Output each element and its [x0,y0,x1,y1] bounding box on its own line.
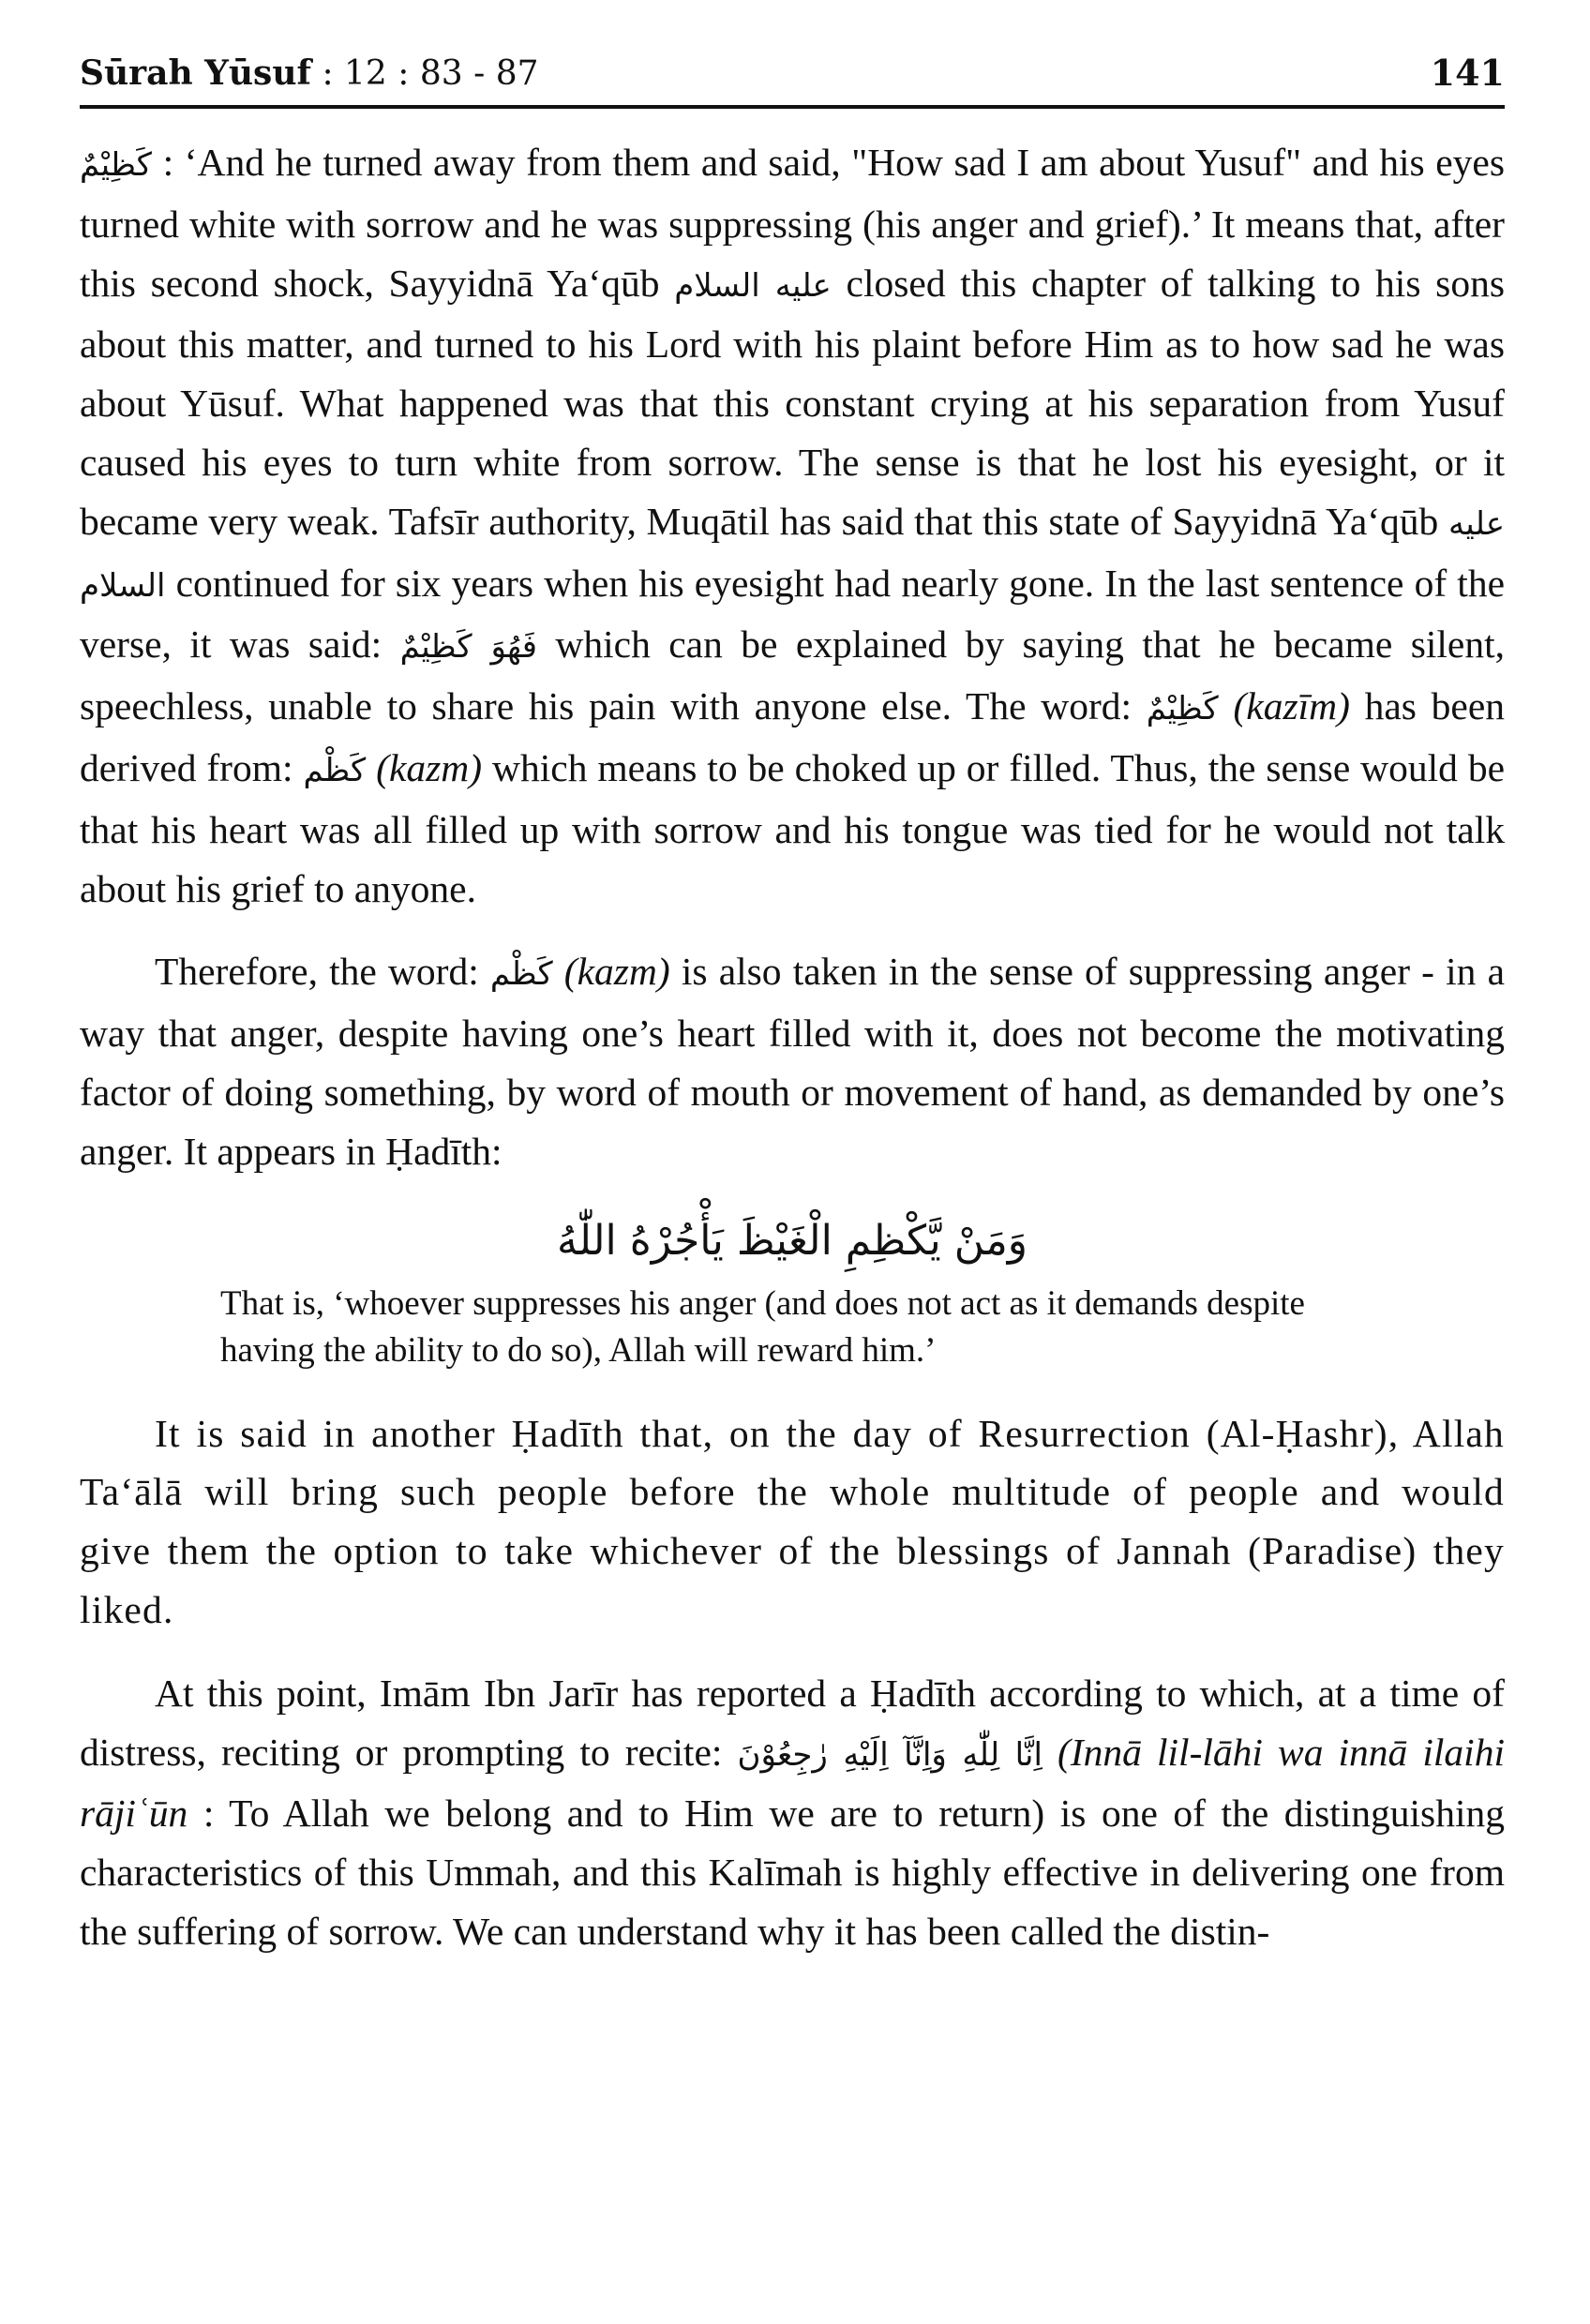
verse-reference: : 12 : 83 - 87 [322,54,539,93]
arabic-phrase-fahuwa-kazim: فَهُوَ كَظِيْمٌ [399,628,537,667]
paragraph-4 [80,1664,1505,1961]
paragraph-2 [80,942,1505,1180]
arabic-word-kazim: كَظِيْمٌ [1146,690,1219,728]
hadith-translation: That is, ‘whoever suppresses his anger (and does not act as it demands despite having the ability to do so), Allah will reward him.’ [220,1283,1305,1370]
paragraph-3: It is said in another Ḥadīth that, on the day of Resurrection (Al-Ḥashr), Allah Ta‘ālā will bring such people before the whole multitude of people and would give them the option to take whichever of the blessings of Jannah (Paradise) they liked. [80,1411,1505,1631]
transliteration-kazm: (kazm) [376,745,483,789]
paragraph-4-text-a: At this point, Imām Ibn Jarīr has reported a Ḥadīth according to which, at a time of distress, reciting or prompting to recite: [80,1671,1505,1774]
page-header [80,47,1505,109]
arabic-word-kazm: كَظْم [303,751,367,789]
transliteration-inna-lillahi: (Innā lil-lāhi wa innā ilaihi rājiʿūn [80,1730,1505,1836]
arabic-phrase-inna-lillahi: اِنَّا لِلّٰهِ وَاِنَّآ اِلَيْهِ رٰجِعُوْنَ [737,1735,1042,1774]
page-body [80,133,1505,1961]
paragraph-1-text-b: closed this chapter of talking to his sons about this matter, and turned to his Lord with his plaint before Him as to how sad he was about Yūsuf. What happened was that this constant crying at his separation from Yusuf caused his eyes to turn white from sorrow. The sense is that he lost his eyesight, or it became very weak. Tafsīr authority, Muqātil has said that this state of Sayyidnā Ya‘qūb [80,261,1505,543]
paragraph-4-text-b: : To Allah we belong and to Him we are to return) is one of the distinguishing characteristics of this Ummah, and this Kalīmah is highly effective in delivering one from the suffering of sorrow. We can understand why it has been called the distin- [80,1792,1505,1953]
honorific-glyph: عليه السلام [80,504,1505,605]
paragraph-1-text-a: : ‘And he turned away from them and said, "How sad I am about Yusuf" and his eyes turned white with sorrow and he was suppressing (his anger and grief).’ It means that, after this second shock, Sayyidnā Ya‘qūb [80,141,1505,305]
surah-name: Sūrah Yūsuf [80,53,311,93]
paragraph-1-text-c: continued for six years when his eyesight had nearly gone. In the last sentence of the verse, it was said: [80,561,1505,667]
paragraph-2-text-b: is also taken in the sense of suppressing anger - in a way that anger, despite having one’s heart filled with it, does not become the motivating factor of doing something, by word of mouth or movement of hand, as demanded by one’s anger. It appears in Ḥadīth: [80,950,1506,1173]
paragraph-2-text-a: Therefore, the word: [155,950,490,994]
paragraph-1 [80,133,1505,918]
arabic-word-kazm: كَظْم [489,955,553,994]
honorific-glyph: عليه السلام [674,266,832,305]
running-head [80,51,539,97]
paragraph-1-text-d: which can be explained by saying that he became silent, speechless, unable to share his pain with anyone else. The word: [80,622,1506,728]
paragraph-1-text-f: which means to be choked up or filled. Thus, the sense would be that his heart was all filled up with sorrow and his tongue was tied for he would not talk about his grief to anyone. [80,745,1506,910]
page-number: 141 [1430,52,1505,94]
hadith-arabic: وَمَنْ يَّكْظِمِ الْغَيْظَ يَأْجُرْهُ اللّٰهُ [556,1216,1028,1265]
transliteration-kazm: (kazm) [563,950,670,994]
transliteration-kazim: (kazīm) [1233,684,1350,728]
arabic-word-kazim: كَظِيْمٌ [80,146,152,184]
paragraph-1-text-e: has been derived from: [80,684,1505,789]
book-page [80,47,1505,1986]
